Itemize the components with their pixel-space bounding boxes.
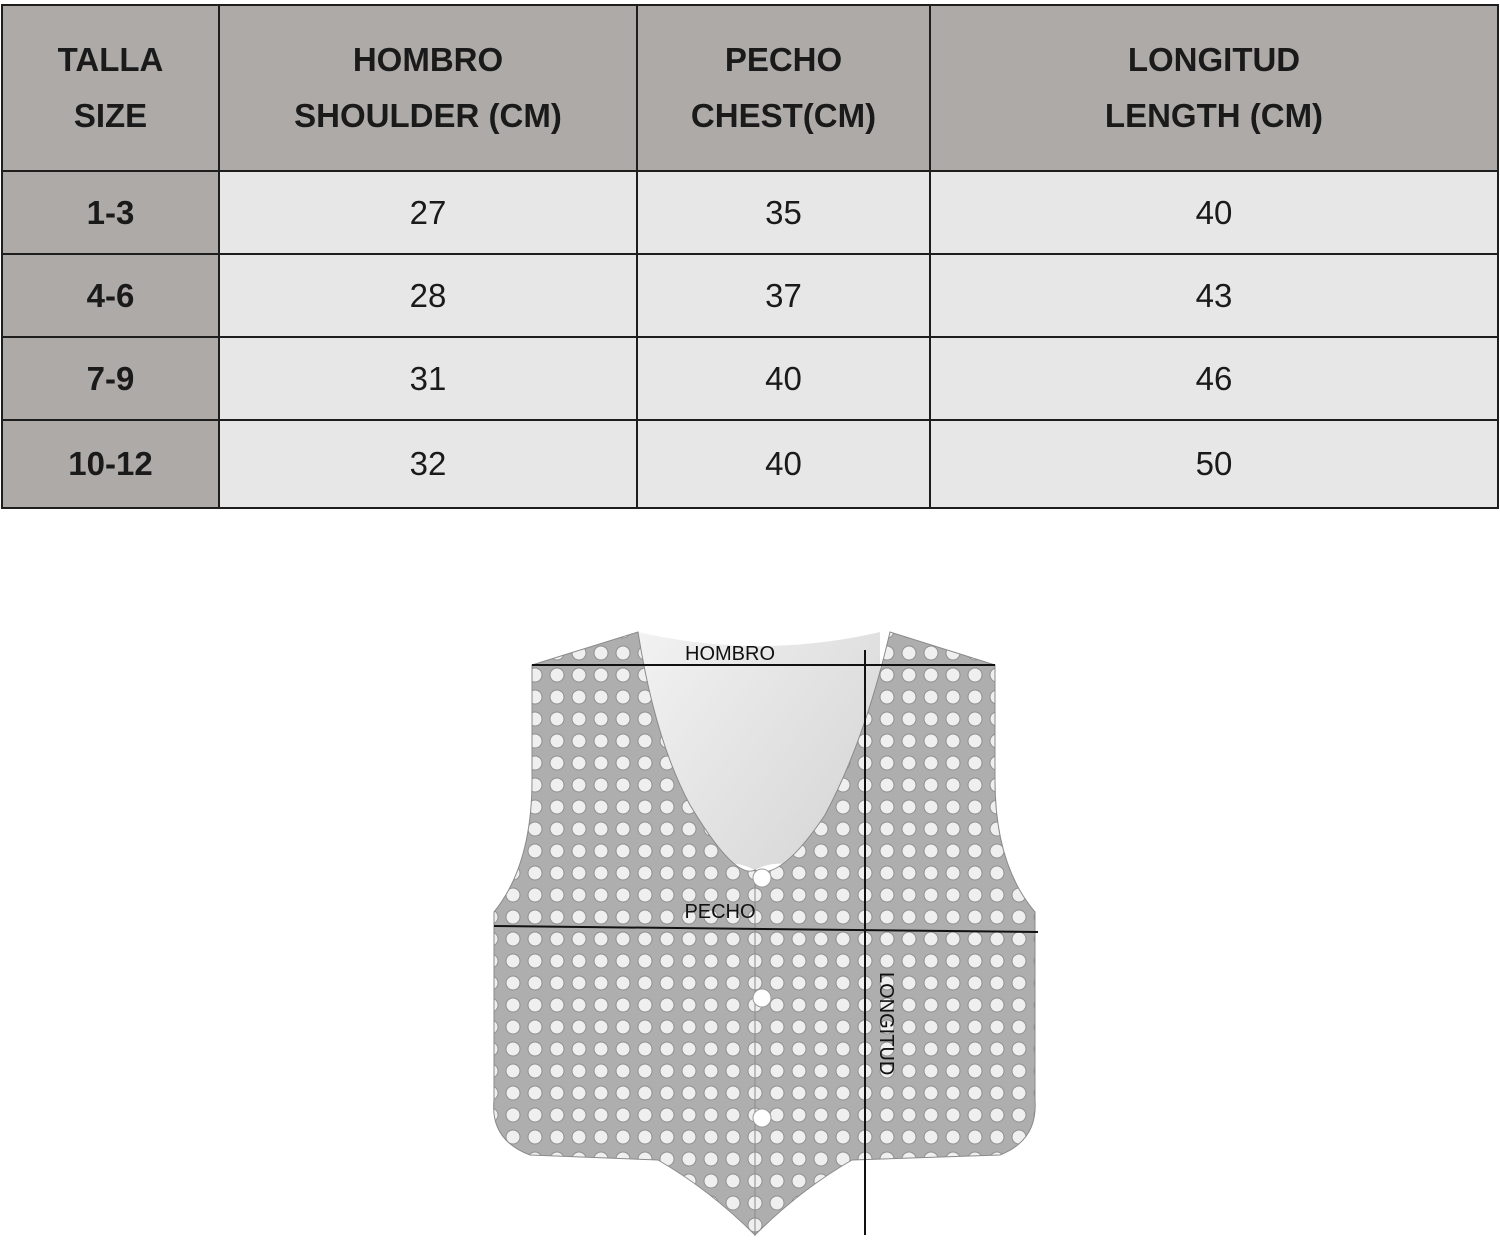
vest-button (753, 989, 771, 1007)
length-label: LONGITUD (875, 972, 897, 1076)
header-length-es: LONGITUD (1127, 41, 1301, 78)
length-cell: 40 (930, 171, 1498, 254)
header-length (930, 5, 1498, 171)
chest-cell: 37 (637, 254, 930, 337)
table-row (2, 420, 1498, 508)
header-shoulder-en: SHOULDER (CM) (294, 97, 562, 134)
table-row (2, 337, 1498, 420)
header-chest-es: PECHO (724, 41, 843, 78)
header-length-en: LENGTH (CM) (1104, 97, 1324, 134)
length-cell: 50 (930, 420, 1498, 508)
table-row (2, 254, 1498, 337)
shoulder-cell: 28 (219, 254, 637, 337)
size-chart-table (1, 4, 1499, 509)
shoulder-cell: 31 (219, 337, 637, 420)
table-row (2, 171, 1498, 254)
table-header-row (2, 5, 1498, 171)
size-cell: 1-3 (2, 171, 219, 254)
shoulder-cell: 32 (219, 420, 637, 508)
vest-measurement-diagram (480, 620, 1050, 1240)
chest-cell: 40 (637, 337, 930, 420)
header-shoulder-es: HOMBRO (352, 41, 504, 78)
header-size (2, 5, 219, 171)
shoulder-label: HOMBRO (685, 643, 775, 665)
header-size-es: TALLA (57, 41, 164, 78)
vest-button (753, 1109, 771, 1127)
shoulder-cell: 27 (219, 171, 637, 254)
chest-cell: 35 (637, 171, 930, 254)
size-cell: 4-6 (2, 254, 219, 337)
length-cell: 46 (930, 337, 1498, 420)
chest-cell: 40 (637, 420, 930, 508)
size-cell: 7-9 (2, 337, 219, 420)
header-chest-en: CHEST(CM) (690, 97, 877, 134)
vest-button (753, 869, 771, 887)
chest-label: PECHO (684, 901, 756, 923)
header-shoulder (219, 5, 637, 171)
header-size-en: SIZE (73, 97, 148, 134)
header-chest (637, 5, 930, 171)
size-cell: 10-12 (2, 420, 219, 508)
length-cell: 43 (930, 254, 1498, 337)
